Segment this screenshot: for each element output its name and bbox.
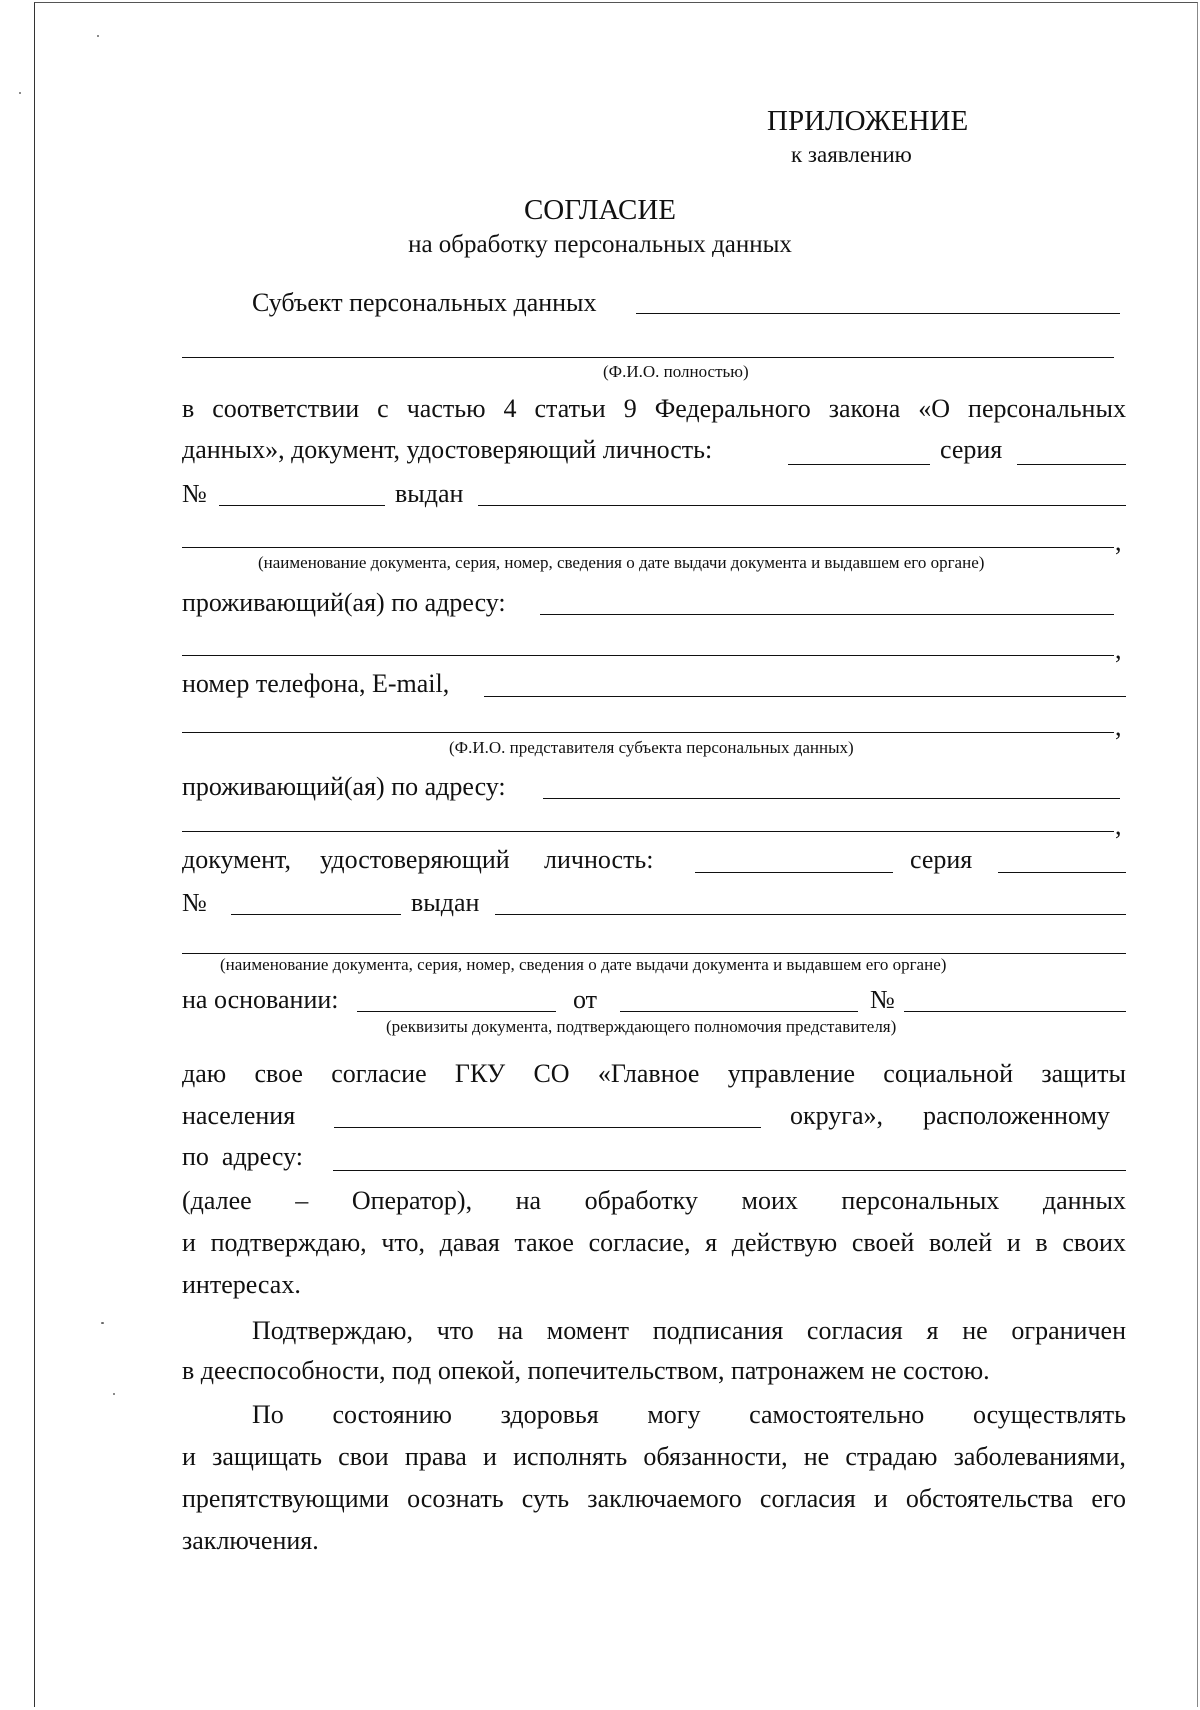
comma-3: , — [1115, 712, 1122, 741]
consent-line-4: (далее – Оператор), на обработку моих персональных данных — [182, 1186, 1126, 1215]
doc-caption-1: (наименование документа, серия, номер, сведения о дате выдачи документа и выдавшем его органе) — [258, 553, 985, 572]
scan-speck — [101, 1322, 104, 1324]
scan-speck — [97, 35, 99, 37]
rep-issued-field[interactable] — [495, 914, 1126, 915]
number-field[interactable] — [219, 505, 385, 506]
rep-doc-label-3: личность: — [544, 845, 654, 874]
basis-label: на основании: — [182, 985, 339, 1014]
consent-line-6: интересах. — [182, 1270, 301, 1299]
series-label: серия — [940, 435, 1003, 464]
rep-address-field[interactable] — [543, 798, 1120, 799]
p3-line-3: препятствующими осознать суть заключаемого согласия и обстоятельства его — [182, 1484, 1126, 1513]
okrug-label: округа», — [790, 1101, 883, 1130]
appendix-subtitle: к заявлению — [791, 142, 912, 167]
issued-field[interactable] — [478, 505, 1126, 506]
subject-name-field-2[interactable] — [182, 357, 1114, 358]
address-label: проживающий(ая) по адресу: — [182, 588, 506, 617]
representative-name-field[interactable] — [182, 732, 1114, 733]
scan-speck — [113, 1393, 115, 1395]
rep-caption: (Ф.И.О. представителя субъекта персональных данных) — [449, 738, 854, 757]
id-document-field[interactable] — [788, 464, 930, 465]
p3-line-2: и защищать свои права и исполнять обязанности, не страдаю заболеваниями, — [182, 1442, 1126, 1471]
rep-doc-label-1: документ, — [182, 845, 291, 874]
law-line-1: в соответствии с частью 4 статьи 9 Федерального закона «О персональных — [182, 394, 1126, 423]
issued-field-2[interactable] — [182, 547, 1114, 548]
appendix-title: ПРИЛОЖЕНИЕ — [767, 105, 969, 137]
rep-issued-label: выдан — [411, 888, 480, 917]
issued-label: выдан — [395, 479, 464, 508]
basis-caption: (реквизиты документа, подтверждающего полномочия представителя) — [386, 1017, 897, 1036]
operator-address-label: по адресу: — [182, 1142, 303, 1171]
operator-address-field[interactable] — [333, 1170, 1126, 1171]
rep-number-field[interactable] — [231, 914, 401, 915]
rep-series-field[interactable] — [998, 872, 1126, 873]
address-field[interactable] — [540, 614, 1114, 615]
rep-doc-field[interactable] — [695, 872, 893, 873]
id-document-label: данных», документ, удостоверяющий личность: — [182, 435, 713, 464]
doc-title: СОГЛАСИЕ — [523, 194, 677, 226]
contact-label: номер телефона, E-mail, — [182, 669, 450, 698]
doc-subtitle: на обработку персональных данных — [408, 231, 792, 258]
rep-issued-field-2[interactable] — [182, 953, 1126, 954]
consent-line-5: и подтверждаю, что, давая такое согласие, я действую своей волей и в своих — [182, 1228, 1126, 1257]
comma-1: , — [1115, 527, 1122, 556]
subject-name-field[interactable] — [636, 313, 1120, 314]
basis-field[interactable] — [357, 1011, 556, 1012]
rep-address-label: проживающий(ая) по адресу: — [182, 772, 506, 801]
rep-series-label: серия — [910, 845, 973, 874]
located-label: расположенному — [923, 1101, 1110, 1130]
basis-number-label: № — [870, 985, 895, 1014]
rep-number-label: № — [182, 888, 207, 917]
subject-label: Субъект персональных данных — [252, 288, 597, 317]
p2-line-1: Подтверждаю, что на момент подписания согласия я не ограничен — [252, 1316, 1126, 1345]
comma-2: , — [1115, 635, 1122, 664]
fio-caption: (Ф.И.О. полностью) — [603, 362, 749, 381]
rep-address-field-2[interactable] — [182, 831, 1114, 832]
contact-field[interactable] — [484, 696, 1126, 697]
rep-doc-label-2: удостоверяющий — [320, 845, 510, 874]
scan-speck — [19, 92, 21, 94]
comma-4: , — [1115, 811, 1122, 840]
basis-number-field[interactable] — [904, 1011, 1126, 1012]
basis-date-field[interactable] — [620, 1011, 858, 1012]
doc-caption-2: (наименование документа, серия, номер, сведения о дате выдачи документа и выдавшем его органе) — [220, 955, 947, 974]
p3-line-4: заключения. — [182, 1526, 319, 1555]
district-field[interactable] — [334, 1127, 761, 1128]
address-field-2[interactable] — [182, 655, 1114, 656]
number-label: № — [182, 479, 207, 508]
from-label: от — [573, 985, 598, 1014]
series-field[interactable] — [1017, 464, 1126, 465]
p2-line-2: в дееспособности, под опекой, попечительством, патронажем не состою. — [182, 1356, 990, 1385]
population-label: населения — [182, 1101, 296, 1130]
consent-line-1: даю свое согласие ГКУ СО «Главное управление социальной защиты — [182, 1059, 1126, 1088]
p3-line-1: По состоянию здоровья могу самостоятельно осуществлять — [252, 1400, 1126, 1429]
